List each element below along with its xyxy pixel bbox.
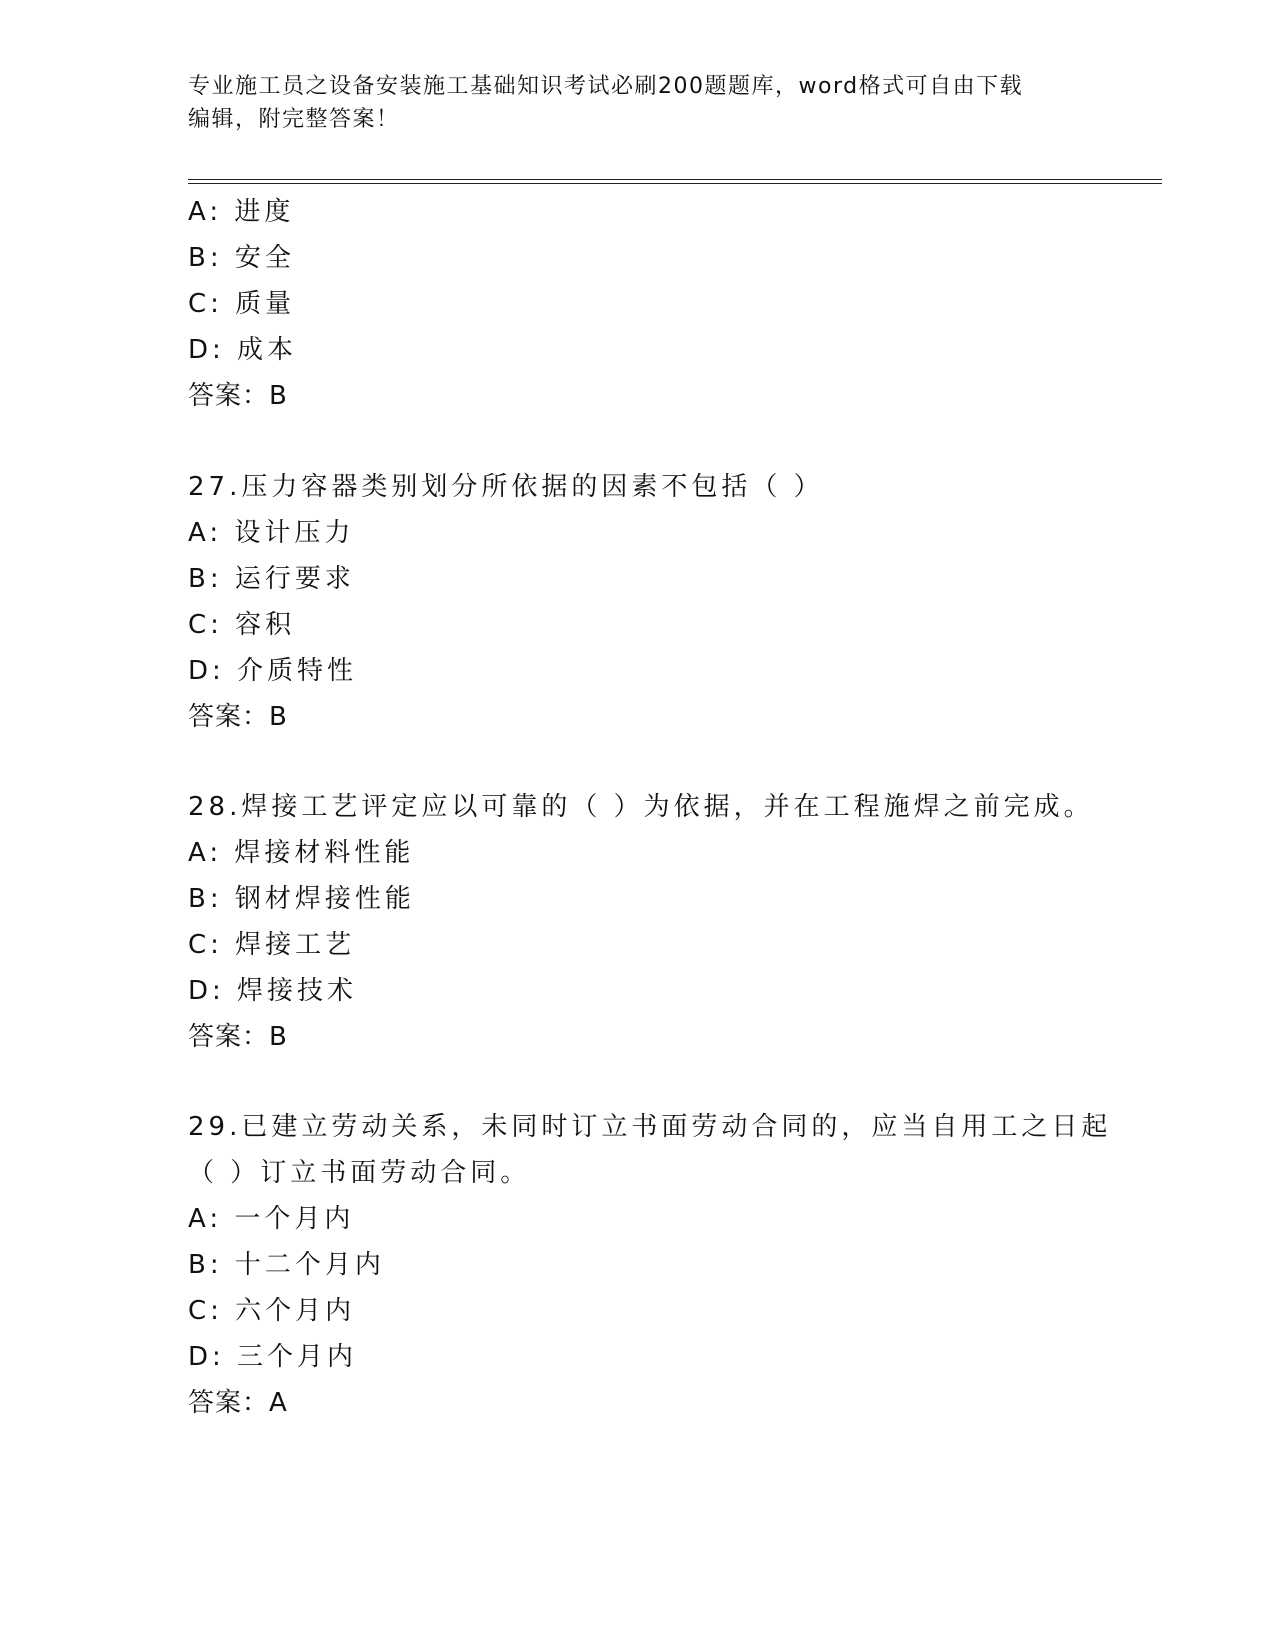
option-d: D: 焊接技术 xyxy=(188,976,358,1006)
question-29 xyxy=(188,1104,1148,1426)
question-spacer xyxy=(188,419,1148,464)
question-list xyxy=(188,189,1148,1426)
question-stem: 28.焊接工艺评定应以可靠的（ ）为依据，并在工程施焊之前完成。 xyxy=(188,792,1094,822)
question-spacer xyxy=(188,1060,1148,1104)
option-c: C: 质量 xyxy=(188,289,296,319)
document-header xyxy=(188,70,1088,136)
option-c: C: 六个月内 xyxy=(188,1296,356,1326)
option-a: A: 进度 xyxy=(188,197,295,227)
question-27 xyxy=(188,464,1148,740)
answer: 答案：A xyxy=(188,1388,288,1418)
header-line-1: 专业施工员之设备安装施工基础知识考试必刷200题题库，word格式可自由下载 xyxy=(188,74,1024,99)
header-divider-bottom xyxy=(188,183,1162,184)
option-d: D: 三个月内 xyxy=(188,1342,358,1372)
question-28 xyxy=(188,784,1148,1060)
option-d: D: 成本 xyxy=(188,335,298,365)
option-a: A: 设计压力 xyxy=(188,518,355,548)
answer: 答案：B xyxy=(188,1022,288,1052)
header-divider-top xyxy=(188,179,1162,180)
question-26 xyxy=(188,189,1148,419)
answer: 答案：B xyxy=(188,702,288,732)
option-d: D: 介质特性 xyxy=(188,656,358,686)
option-a: A: 焊接材料性能 xyxy=(188,838,415,868)
option-b: B: 十二个月内 xyxy=(188,1250,385,1280)
question-stem-line-1: 29.已建立劳动关系，未同时订立书面劳动合同的，应当自用工之日起 xyxy=(188,1112,1112,1142)
header-line-2: 编辑，附完整答案！ xyxy=(188,107,400,132)
question-stem-line-2: （ ）订立书面劳动合同。 xyxy=(188,1158,531,1188)
option-c: C: 焊接工艺 xyxy=(188,930,356,960)
question-spacer xyxy=(188,740,1148,784)
question-stem: 27.压力容器类别划分所依据的因素不包括（ ） xyxy=(188,472,824,502)
answer: 答案：B xyxy=(188,381,288,411)
option-b: B: 钢材焊接性能 xyxy=(188,884,415,914)
option-b: B: 运行要求 xyxy=(188,564,355,594)
option-c: C: 容积 xyxy=(188,610,296,640)
option-a: A: 一个月内 xyxy=(188,1204,355,1234)
option-b: B: 安全 xyxy=(188,243,295,273)
